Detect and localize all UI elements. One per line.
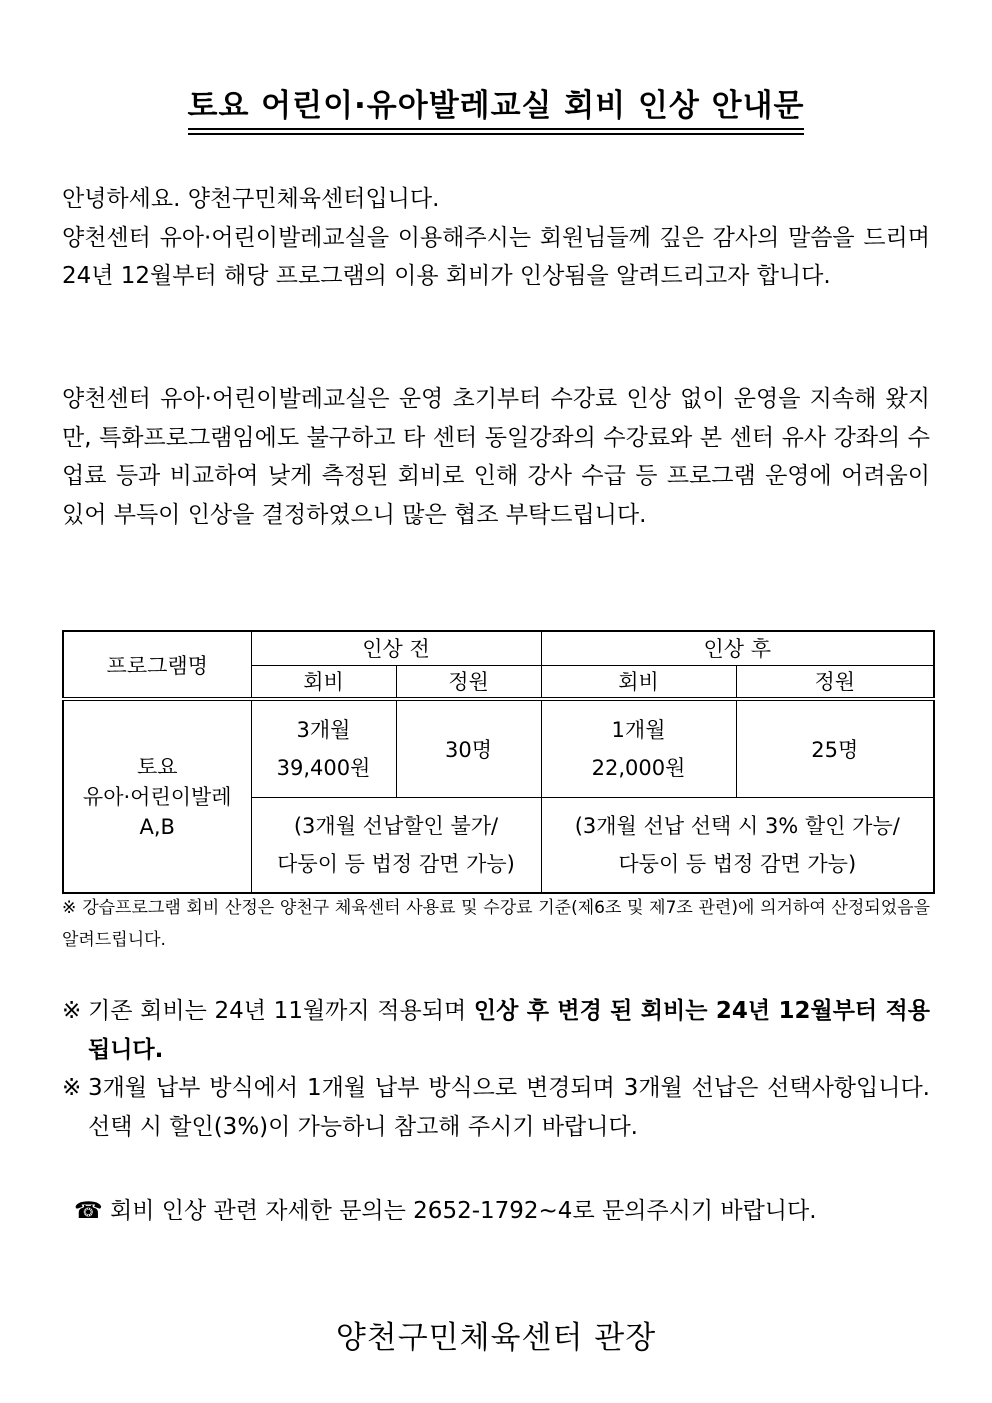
note-item (62, 1069, 930, 1146)
note-item (62, 992, 930, 1069)
program-line: 토요 (136, 754, 178, 779)
after-note-line: 다둥이 등 법정 감면 가능) (618, 851, 857, 876)
before-note-cell (251, 797, 541, 893)
notes-list (62, 992, 930, 1146)
contact-text: 회비 인상 관련 자세한 문의는 2652-1792~4로 문의주시기 바랍니다. (110, 1198, 817, 1224)
after-note-cell (541, 797, 934, 893)
header-after-capacity: 정원 (736, 665, 934, 699)
greeting-line: 안녕하세요. 양천구민체육센터입니다. (62, 186, 440, 212)
fee-table (62, 630, 935, 894)
title-text: 토요 어린이·유아발레교실 회비 인상 안내문 (188, 80, 805, 130)
header-after: 인상 후 (541, 631, 934, 665)
intro-paragraph (62, 180, 930, 296)
reference-mark: ※ (62, 1075, 82, 1101)
reason-text: 양천센터 유아·어린이발레교실은 운영 초기부터 수강료 인상 없이 운영을 지속해 왔지만, 특화프로그램임에도 불구하고 타 센터 동일강좌의 수강료와 본 센터 유사 강좌의 수업료 등과 비교하여 낮게 측정된 회비로 인해 강사 수급 등 프로그램 운영에 어려움이 있어 부득이 인상을 결정하였으니 많은 협조 부탁드립니다. (62, 386, 930, 528)
header-before: 인상 전 (251, 631, 541, 665)
page-title (0, 80, 992, 130)
header-before-capacity: 정원 (396, 665, 541, 699)
note2-text: 3개월 납부 방식에서 1개월 납부 방식으로 변경되며 3개월 선납은 선택사항입니다. 선택 시 할인(3%)이 가능하니 참고해 주시기 바랍니다. (88, 1075, 930, 1140)
program-name-cell (63, 699, 251, 893)
program-line: 유아·어린이발레 (82, 784, 232, 809)
intro-text: 양천센터 유아·어린이발레교실을 이용해주시는 회원님들께 깊은 감사의 말씀을 드리며 24년 12월부터 해당 프로그램의 이용 회비가 인상됨을 알려드리고자 합니다. (62, 224, 930, 289)
after-fee-cell (541, 699, 736, 797)
after-note-line: (3개월 선납 선택 시 3% 할인 가능/ (574, 813, 900, 838)
header-after-fee: 회비 (541, 665, 736, 699)
after-capacity-cell: 25명 (736, 699, 934, 797)
note1-text: 기존 회비는 24년 11월까지 적용되며 (88, 998, 474, 1024)
program-line: A,B (139, 814, 175, 839)
header-program: 프로그램명 (63, 631, 251, 699)
before-fee-cell (251, 699, 396, 797)
before-fee-period: 3개월 (296, 717, 351, 742)
table-footnote: ※ 강습프로그램 회비 산정은 양천구 체육센터 사용료 및 수강료 기준(제6조 및 제7조 관련)에 의거하여 산정되었음을 알려드립니다. (62, 898, 930, 950)
contact-line (74, 1192, 934, 1230)
note1-bold-text: 인상 후 변경 된 회비는 24년 12월부터 적용됩니다. (88, 998, 930, 1063)
after-fee-amount: 22,000원 (591, 755, 686, 780)
before-note-line: (3개월 선납할인 불가/ (293, 813, 499, 838)
before-note-line: 다둥이 등 법정 감면 가능) (277, 851, 515, 876)
phone-icon: ☎ (74, 1198, 103, 1224)
before-fee-amount: 39,400원 (276, 755, 371, 780)
reason-paragraph (62, 380, 930, 534)
after-fee-period: 1개월 (611, 717, 666, 742)
header-before-fee: 회비 (251, 665, 396, 699)
signature: 양천구민체육센터 관장 (335, 1320, 657, 1356)
before-capacity-cell: 30명 (396, 699, 541, 797)
reference-mark: ※ (62, 998, 82, 1024)
